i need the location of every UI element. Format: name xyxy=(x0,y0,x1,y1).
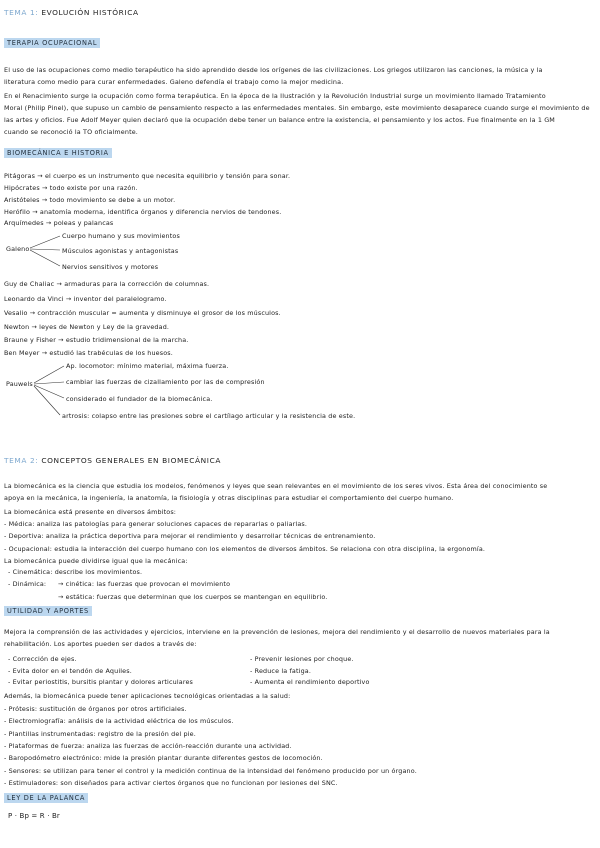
galeno-item-3: Nervios sensitivos y motores xyxy=(62,263,159,271)
tema1-heading: EVOLUCIÓN HISTÓRICA xyxy=(41,8,139,17)
history-newton: Newton → leyes de Newton y Ley de la gravedad. xyxy=(4,323,170,331)
tech-plataformas: - Plataformas de fuerza: analiza las fuerzas de acción-reacción durante una actividad. xyxy=(4,742,292,750)
galeno-label: Galeno xyxy=(6,245,30,253)
history-herofilo: Herófilo → anatomía moderna, identifica órganos y diferencia nervios de tendones. xyxy=(4,208,282,216)
tema1-number: TEMA 1: xyxy=(4,8,39,17)
history-vesalio: Vesalio → contracción muscular = aumenta y disminuye el grosor de los músculos. xyxy=(4,309,281,317)
divide-intro: La biomecánica puede dividirse igual que la mecánica: xyxy=(4,557,188,565)
tema2-title xyxy=(4,456,221,465)
tech-baropodometro: - Baropodómetro electrónico: mide la presión plantar durante diferentes gestos de locomoción. xyxy=(4,754,323,762)
ambito-deportiva: - Deportiva: analiza la práctica deportiva para mejorar el rendimiento y desarrollar técnicas de entrenamiento. xyxy=(4,532,376,540)
pauwels-item-3: considerado el fundador de la biomecánica. xyxy=(66,395,213,403)
galeno-item-1: Cuerpo humano y sus movimientos xyxy=(62,232,180,240)
section-terapia-ocupacional: TERAPIA OCUPACIONAL xyxy=(4,38,100,48)
para2-line2: Moral (Philip Pinel), que supuso un cambio de pensamiento respecto a las enfermedades mentales. Sin embargo, este movimiento desaparece cuando surge el movimiento de xyxy=(4,104,590,112)
tech-sensores: - Sensores: se utilizan para tener el control y la medición continua de la intensidad del fenómeno producido por un órgano. xyxy=(4,767,417,775)
tema2-number: TEMA 2: xyxy=(4,456,39,465)
para2-line3: las artes y oficios. Fue Adolf Meyer quien declaró que la ocupación debe tener un balance entre la existencia, el pensamiento y los actos. Fue finalmente en la 1 GM xyxy=(4,116,555,124)
dinamica: - Dinámica: xyxy=(8,580,47,588)
aporte-right-3: - Aumenta el rendimiento deportivo xyxy=(250,678,370,686)
tech-plantillas: - Plantillas instrumentadas: registro de la presión del pie. xyxy=(4,730,196,738)
pauwels-item-2: cambiar las fuerzas de cizallamiento por las de compresión xyxy=(66,378,265,386)
history-arquimedes: Arquímedes → poleas y palancas xyxy=(4,219,114,227)
cinetica: → cinética: las fuerzas que provocan el movimiento xyxy=(58,580,231,588)
para2-line1: En el Renacimiento surge la ocupación como forma terapéutica. En la época de la Ilustración y la Revolución Industrial surge un movimiento llamado Tratamiento xyxy=(4,92,546,100)
pauwels-item-4: artrosis: colapso entre las presiones sobre el cartílago articular y la resistencia de este. xyxy=(62,412,356,420)
ambito-medica: - Médica: analiza las patologías para generar soluciones capaces de repararlas o paliarlas. xyxy=(4,520,308,528)
tema2-heading: CONCEPTOS GENERALES EN BIOMECÁNICA xyxy=(41,456,221,465)
pauwels-item-1: Ap. locomotor: mínimo material, máxima fuerza. xyxy=(66,362,229,370)
ambitos-intro: La biomecánica está presente en diversos ámbitos: xyxy=(4,508,177,516)
aporte-left-3: - Evitar periostitis, bursitis plantar y dolores articulares xyxy=(8,678,194,686)
history-pitagoras: Pitágoras → el cuerpo es un instrumento que necesita equilibrio y tensión para sonar. xyxy=(4,172,291,180)
section-ley-palanca: LEY DE LA PALANCA xyxy=(4,793,88,803)
history-braune: Braune y Fisher → estudio tridimensional de la marcha. xyxy=(4,336,189,344)
history-chaliac: Guy de Chaliac → armaduras para la corrección de columnas. xyxy=(4,280,210,288)
para1-line2: literatura como medio para curar enfermedades. Galeno defendía el trabajo como la mejor medicina. xyxy=(4,78,344,86)
cinematica: - Cinemática: describe los movimientos. xyxy=(8,568,143,576)
para2-line4: cuando se reconoció la TO oficialmente. xyxy=(4,128,138,136)
history-hipocrates: Hipócrates → todo existe por una razón. xyxy=(4,184,138,192)
aporte-right-2: - Reduce la fatiga. xyxy=(250,667,312,675)
tech-estimuladores: - Estimuladores: son diseñados para activar ciertos órganos que no funcionan por lesiones del SNC. xyxy=(4,779,338,787)
section-utilidad-aportes: UTILIDAD Y APORTES xyxy=(4,606,92,616)
para3-line1: La biomecánica es la ciencia que estudia los modelos, fenómenos y leyes que sean relevantes en el movimiento de los seres vivos. Esta área del conocimiento se xyxy=(4,482,548,490)
estatica: → estática: fuerzas que determinan que los cuerpos se mantengan en equilibrio. xyxy=(58,593,328,601)
aporte-right-1: - Prevenir lesiones por choque. xyxy=(250,655,354,663)
tech-protesis: - Prótesis: sustitución de órganos por otros artificiales. xyxy=(4,705,187,713)
history-aristoteles: Aristóteles → todo movimiento se debe a un motor. xyxy=(4,196,176,204)
para4-line2: rehabilitación. Los aportes pueden ser dados a través de: xyxy=(4,640,197,648)
ambito-ocupacional: - Ocupacional: estudia la interacción del cuerpo humano con los elementos de diversos ámbitos. Se relaciona con otra disciplina, la ergonomía. xyxy=(4,545,486,553)
aporte-left-2: - Evita dolor en el tendón de Aquiles. xyxy=(8,667,132,675)
para3-line2: apoya en la mecánica, la ingeniería, la anatomía, la fisiología y otras disciplinas para estudiar el comportamiento del cuerpo humano. xyxy=(4,494,454,502)
pauwels-label: Pauwels xyxy=(6,380,33,388)
para1-line1: El uso de las ocupaciones como medio terapéutico ha sido aprendido desde los orígenes de las civilizaciones. Los griegos utilizaron las canciones, la música y la xyxy=(4,66,543,74)
para4-line1: Mejora la comprensión de las actividades y ejercicios, interviene en la prevención de lesiones, mejora del rendimiento y el desarrollo de nuevos materiales para la xyxy=(4,628,550,636)
tech-intro: Además, la biomecánica puede tener aplicaciones tecnológicas orientadas a la salud: xyxy=(4,692,291,700)
aporte-left-1: - Corrección de ejes. xyxy=(8,655,77,663)
formula: P · Bp = R · Br xyxy=(8,812,60,820)
history-meyer: Ben Meyer → estudió las trabéculas de los huesos. xyxy=(4,349,173,357)
galeno-item-2: Músculos agonistas y antagonistas xyxy=(62,247,179,255)
history-davinci: Leonardo da Vinci → inventor del paralelogramo. xyxy=(4,295,167,303)
section-biomecanica-historia: BIOMECÁNICA E HISTORIA xyxy=(4,148,112,158)
tech-electromiografia: - Electromiografía: análisis de la actividad eléctrica de los músculos. xyxy=(4,717,234,725)
